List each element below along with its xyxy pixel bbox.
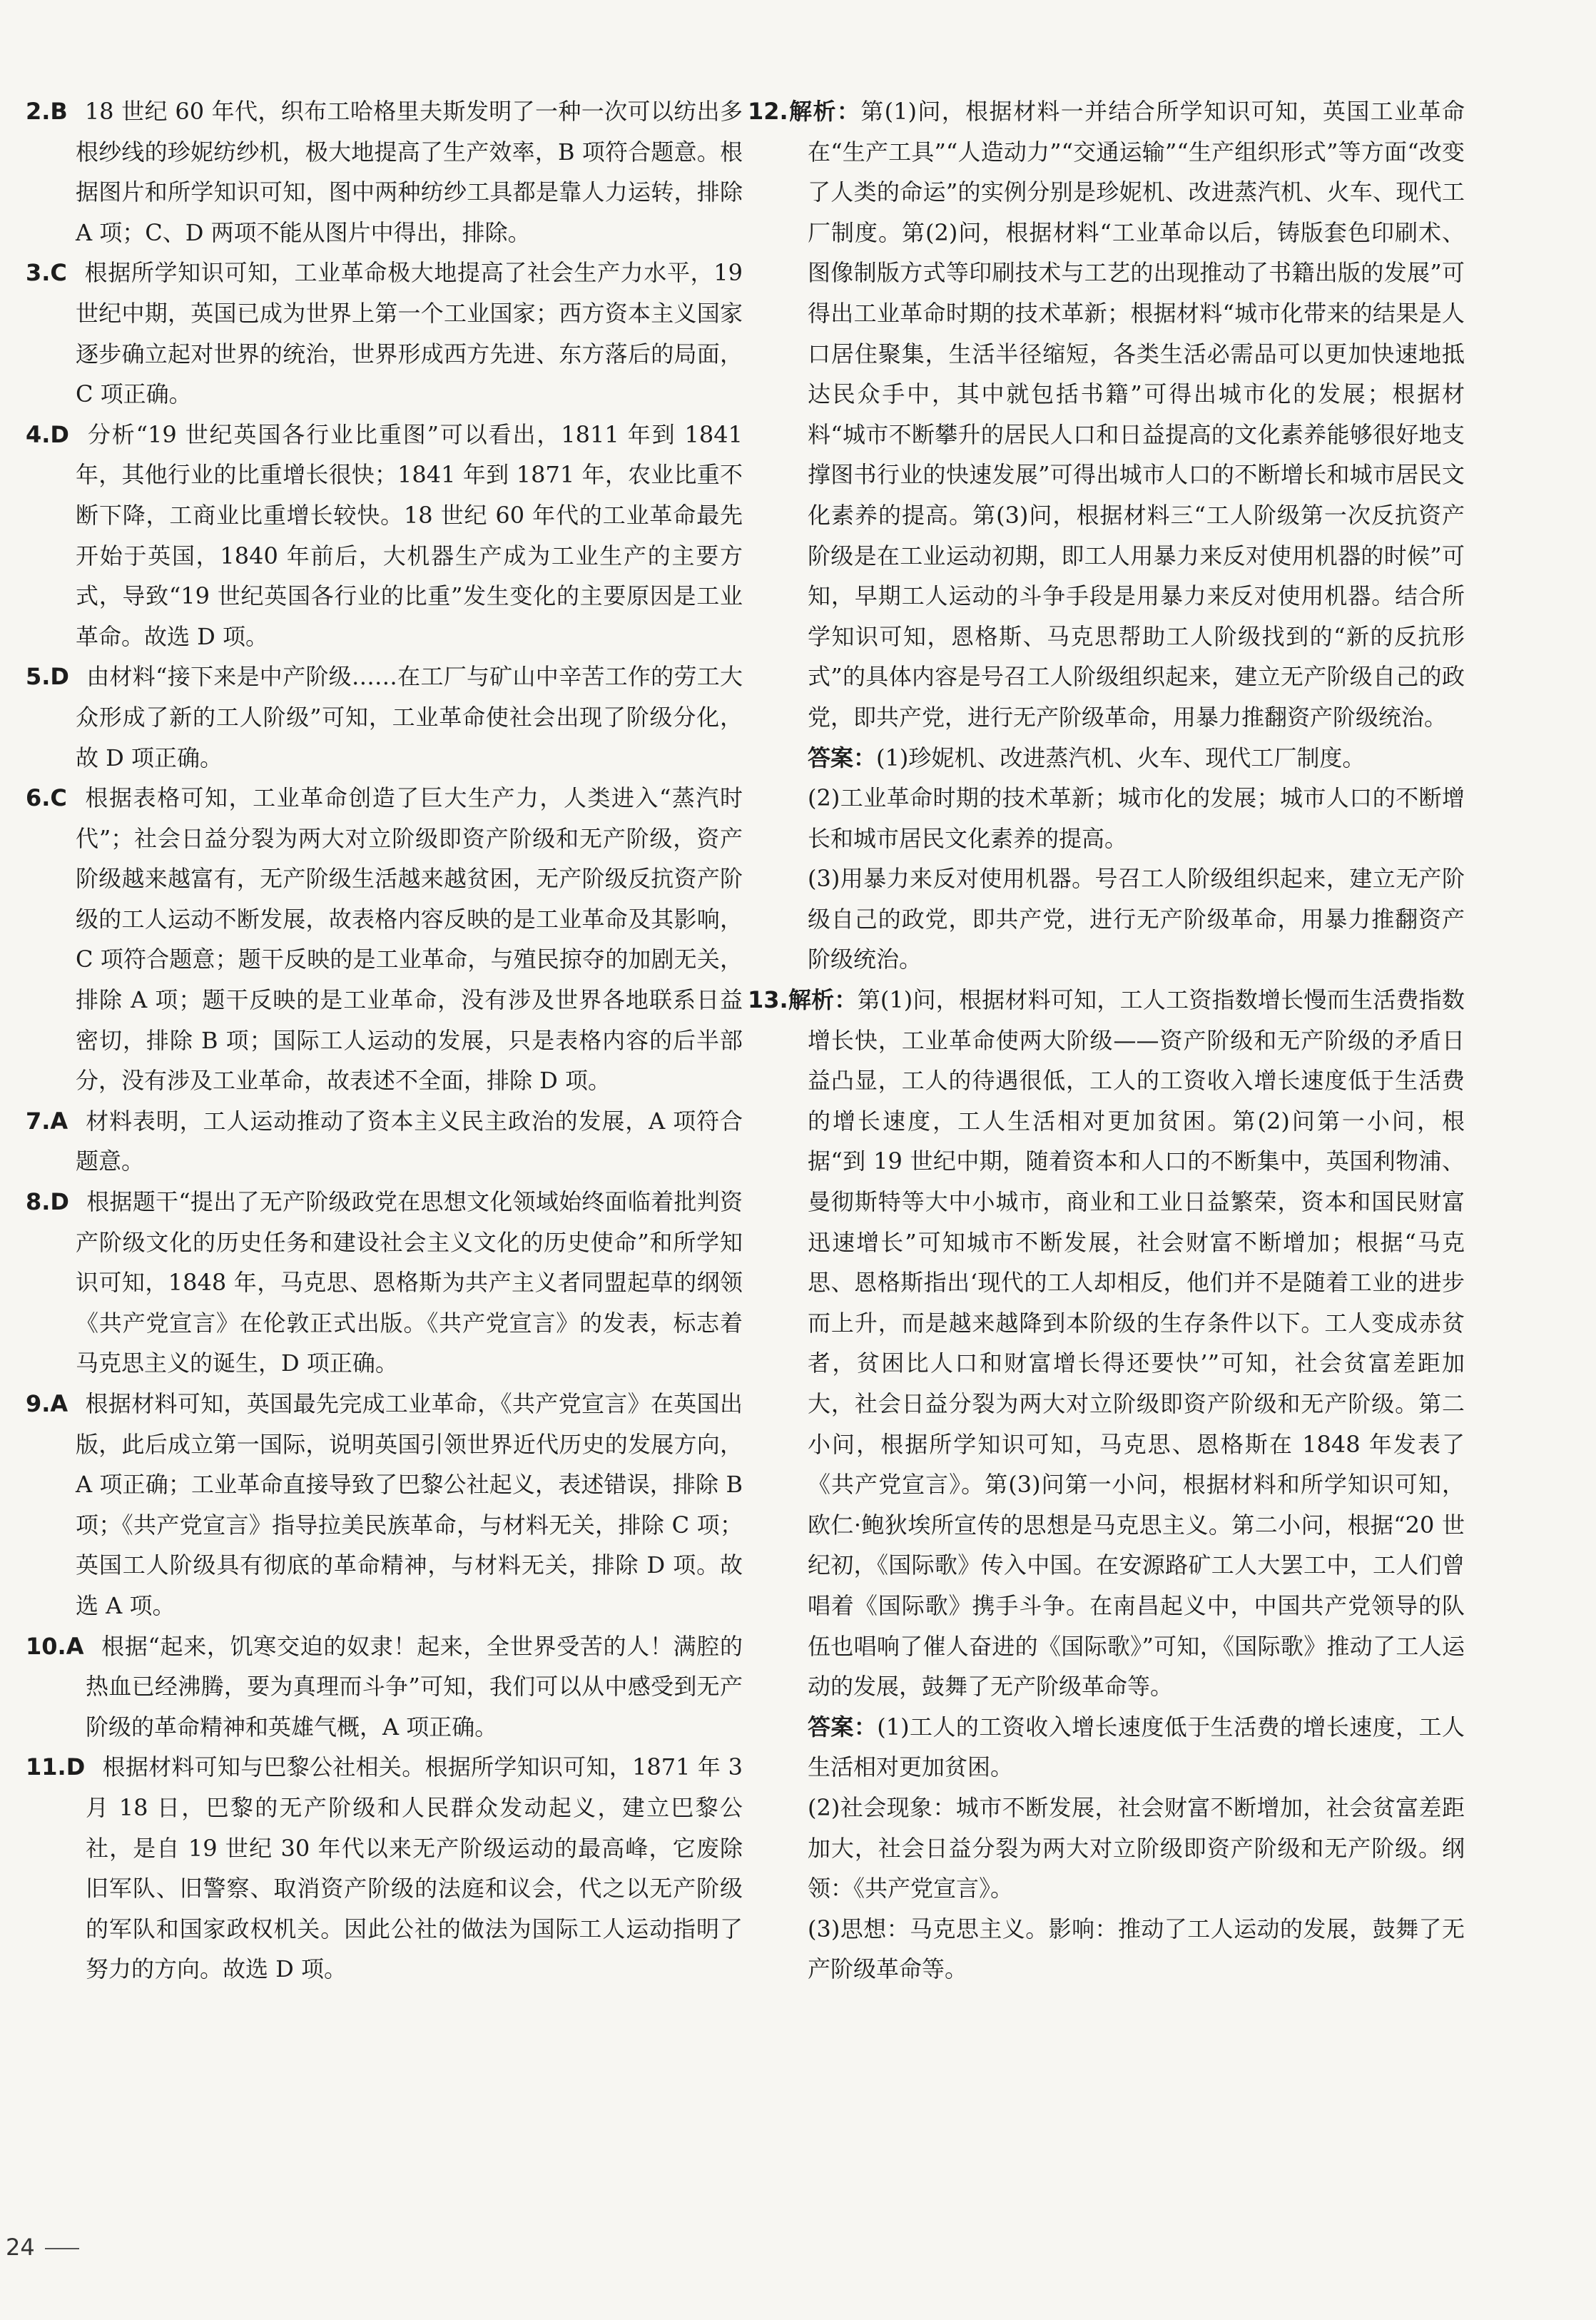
item-answer: A xyxy=(66,1632,84,1660)
analysis-label: 解析： xyxy=(788,986,858,1014)
item-text: 材料表明，工人运动推动了资本主义民主政治的发展，A 项符合题意。 xyxy=(76,1107,743,1175)
item-text: 根据“起来，饥寒交迫的奴隶！起来，全世界受苦的人！满腔的热血已经沸腾，要为真理而斗争”可知，我们可以从中感受到无产阶级的革命精神和英雄气概，A 项正确。 xyxy=(86,1632,743,1741)
item-number: 5. xyxy=(26,663,51,691)
item-answer: A xyxy=(50,1107,68,1135)
answer-item-13 xyxy=(748,980,1465,1990)
answer-item-9 xyxy=(26,1384,743,1626)
item-number: 11. xyxy=(26,1753,66,1781)
analysis-text: 第(1)问，根据材料可知，工人工资指数增长慢而生活费指数增长快，工业革命使两大阶级——资产阶级和无产阶级的矛盾日益凸显，工人的待遇很低，工人的工资收入增长速度低于生活费的增长速度，工人生活相对更加贫困。第(2)问第一小问，根据“到 19 世纪中期，随着资本和人口的不断集中，英国利物浦、曼彻斯特等大中小城市，商业和工业日益繁荣，资本和国民财富迅速增长”可知城市不断发展，社会财富不断增加；根据“马克思、恩格斯指出‘现代的工人却相反，他们并不是随着工业的进步而上升，而是越来越降到本阶级的生存条件以下。工人变成赤贫者，贫困比人口和财富增长得还要快’”可知，社会贫富差距加大，社会日益分裂为两大对立阶级即资产阶级和无产阶级。第二小问，根据所学知识可知，马克思、恩格斯在 1848 年发表了《共产党宣言》。第(3)问第一小问，根据材料和所学知识可知，欧仁·鲍狄埃所宣传的思想是马克思主义。第二小问，根据“20 世纪初，《国际歌》传入中国。在安源路矿工人大罢工中，工人们曾唱着《国际歌》携手斗争。在南昌起义中，中国共产党领导的队伍也唱响了催人奋进的《国际歌》”可知，《国际歌》推动了工人运动的发展，鼓舞了无产阶级革命等。 xyxy=(808,986,1465,1701)
item-number: 6. xyxy=(26,784,51,812)
answer-item-8 xyxy=(26,1182,743,1384)
answer-item-4 xyxy=(26,415,743,657)
answer-item-3 xyxy=(26,253,743,414)
item-number: 2. xyxy=(26,98,51,125)
item-number: 13. xyxy=(748,986,788,1014)
answer-item-2 xyxy=(26,91,743,253)
item-text: 根据表格可知，工业革命创造了巨大生产力，人类进入“蒸汽时代”；社会日益分裂为两大对立阶级即资产阶级和无产阶级，资产阶级越来越富有，无产阶级生活越来越贫困，无产阶级反抗资产阶级的工人运动不断发展，故表格内容反映的是工业革命及其影响，C 项符合题意；题干反映的是工业革命，与殖民掠夺的加剧无关，排除 A 项；题干反映的是工业革命，没有涉及世界各地联系日益密切，排除 B 项；国际工人运动的发展，只是表格内容的后半部分，没有涉及工业革命，故表述不全面，排除 D 项。 xyxy=(76,784,743,1095)
item-text: 分析“19 世纪英国各行业比重图”可以看出，1811 年到 1841 年，其他行业的比重增长很快；1841 年到 1871 年，农业比重不断下降，工商业比重增长较快。18 世纪 60 年代的工业革命最先开始于英国，1840 年前后，大机器生产成为工业生产的主要方式，导致“19 世纪英国各行业的比重”发生变化的主要原因是工业革命。故选 D 项。 xyxy=(76,420,743,650)
item-number: 3. xyxy=(26,259,51,287)
item-number: 4. xyxy=(26,420,51,448)
item-answer: D xyxy=(50,663,69,691)
answer-line: (2)工业革命时期的技术革新；城市化的发展；城市人口的不断增长和城市居民文化素养的提高。 xyxy=(808,784,1465,852)
item-number: 7. xyxy=(26,1107,51,1135)
answer-block xyxy=(748,1707,1465,1788)
left-column xyxy=(26,91,743,1990)
answer-item-11 xyxy=(26,1747,743,1990)
item-answer: C xyxy=(50,784,67,812)
item-answer: B xyxy=(50,98,68,125)
answer-label: 答案： xyxy=(808,744,877,771)
answer-item-12 xyxy=(748,91,1465,980)
analysis-label: 解析： xyxy=(788,98,861,125)
item-answer: C xyxy=(50,259,67,287)
page-footer xyxy=(6,2234,79,2261)
answer-line: (2)社会现象：城市不断发展，社会财富不断增加，社会贫富差距加大，社会日益分裂为两大对立阶级即资产阶级和无产阶级。纲领：《共产党宣言》。 xyxy=(808,1793,1465,1903)
item-answer: D xyxy=(50,420,69,448)
item-text: 根据材料可知与巴黎公社相关。根据所学知识可知，1871 年 3 月 18 日，巴黎的无产阶级和人民群众发动起义，建立巴黎公社，是自 19 世纪 30 年代以来无产阶级运动的最高峰，它废除旧军队、旧警察、取消资产阶级的法庭和议会，代之以无产阶级的军队和国家政权机关。因此公社的做法为国际工人运动指明了努力的方向。故选 D 项。 xyxy=(86,1753,743,1983)
answer-item-6 xyxy=(26,778,743,1101)
item-text: 根据材料可知，英国最先完成工业革命，《共产党宣言》在英国出版，此后成立第一国际，说明英国引领世界近代历史的发展方向，A 项正确；工业革命直接导致了巴黎公社起义，表述错误，排除 B 项；《共产党宣言》指导拉美民族革命，与材料无关，排除 C 项；英国工人阶级具有彻底的革命精神，与材料无关，排除 D 项。故选 A 项。 xyxy=(76,1390,743,1619)
answer-label: 答案： xyxy=(808,1713,878,1741)
item-text: 根据所学知识可知，工业革命极大地提高了社会生产力水平，19 世纪中期，英国已成为世界上第一个工业国家；西方资本主义国家逐步确立起对世界的统治，世界形成西方先进、东方落后的局面，C 项正确。 xyxy=(76,259,743,408)
answer-block xyxy=(748,738,1465,779)
answer-line: (1)珍妮机、改进蒸汽机、火车、现代工厂制度。 xyxy=(876,744,1366,771)
answer-line: (3)用暴力来反对使用机器。号召工人阶级组织起来，建立无产阶级自己的政党，即共产党，进行无产阶级革命，用暴力推翻资产阶级统治。 xyxy=(808,865,1465,973)
item-answer: A xyxy=(50,1390,68,1417)
item-text: 由材料“接下来是中产阶级……在工厂与矿山中辛苦工作的劳工大众形成了新的工人阶级”可知，工业革命使社会出现了阶级分化，故 D 项正确。 xyxy=(76,663,743,771)
item-number: 12. xyxy=(748,98,788,125)
footer-rule xyxy=(45,2248,79,2249)
item-number: 8. xyxy=(26,1188,51,1216)
page-number: 24 xyxy=(6,2234,35,2261)
answer-line: (1)工人的工资收入增长速度低于生活费的增长速度，工人生活相对更加贫困。 xyxy=(808,1713,1465,1781)
answer-line: (3)思想：马克思主义。影响：推动了工人运动的发展，鼓舞了无产阶级革命等。 xyxy=(808,1915,1465,1983)
item-text: 18 世纪 60 年代，织布工哈格里夫斯发明了一种一次可以纺出多根纱线的珍妮纺纱机，极大地提高了生产效率，B 项符合题意。根据图片和所学知识可知，图中两种纺纱工具都是靠人力运转，排除 A 项；C、D 两项不能从图片中得出，排除。 xyxy=(76,98,743,246)
right-column xyxy=(748,91,1465,1990)
answer-item-7 xyxy=(26,1101,743,1182)
item-answer: D xyxy=(66,1753,86,1781)
answer-item-10 xyxy=(26,1626,743,1748)
item-number: 9. xyxy=(26,1390,51,1417)
item-answer: D xyxy=(50,1188,69,1216)
item-text: 根据题干“提出了无产阶级政党在思想文化领域始终面临着批判资产阶级文化的历史任务和建设社会主义文化的历史使命”和所学知识可知，1848 年，马克思、恩格斯为共产主义者同盟起草的纲领《共产党宣言》在伦敦正式出版。《共产党宣言》的发表，标志着马克思主义的诞生，D 项正确。 xyxy=(76,1188,743,1377)
answer-item-5 xyxy=(26,657,743,778)
item-number: 10. xyxy=(26,1632,66,1660)
analysis-text: 第(1)问，根据材料一并结合所学知识可知，英国工业革命在“生产工具”“人造动力”“交通运输”“生产组织形式”等方面“改变了人类的命运”的实例分别是珍妮机、改进蒸汽机、火车、现代工厂制度。第(2)问，根据材料“工业革命以后，铸版套色印刷术、图像制版方式等印刷技术与工艺的出现推动了书籍出版的发展”可得出工业革命时期的技术革新；根据材料“城市化带来的结果是人口居住聚集，生活半径缩短，各类生活必需品可以更加快速地抵达民众手中，其中就包括书籍”可得出城市化的发展；根据材料“城市不断攀升的居民人口和日益提高的文化素养能够很好地支撑图书行业的快速发展”可得出城市人口的不断增长和城市居民文化素养的提高。第(3)问，根据材料三“工人阶级第一次反抗资产阶级是在工业运动初期，即工人用暴力来反对使用机器的时候”可知，早期工人运动的斗争手段是用暴力来反对使用机器。结合所学知识可知，恩格斯、马克思帮助工人阶级找到的“新的反抗形式”的具体内容是号召工人阶级组织起来，建立无产阶级自己的政党，即共产党，进行无产阶级革命，用暴力推翻资产阶级统治。 xyxy=(808,98,1465,731)
